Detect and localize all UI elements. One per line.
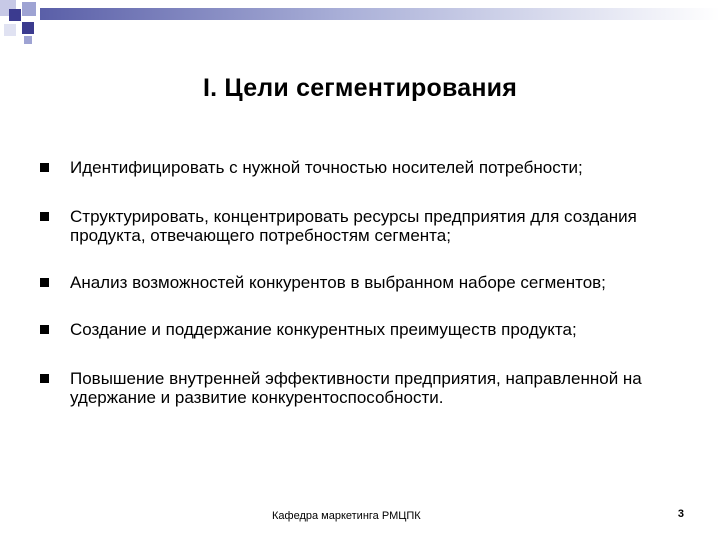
bullet-text: Структурировать, концентрировать ресурсы предприятия для создания продукта, отвечающего потребностям сегмента; [70,207,637,245]
square-bullet-icon [40,374,49,383]
bullet-item-4 [38,320,698,339]
square-bullet-icon [40,278,49,287]
bullet-text: Повышение внутренней эффективности предприятия, направленной на удержание и развитие конкурентоспособности. [70,369,642,407]
bullet-text: Создание и поддержание конкурентных преимуществ продукта; [70,320,577,339]
bullet-item-5 [38,369,698,407]
bullet-item-1 [38,158,698,177]
header-decoration [0,0,720,48]
square-bullet-icon [40,325,49,334]
bullet-item-3 [38,273,698,292]
square-bullet-icon [40,163,49,172]
bullet-item-2 [38,207,698,245]
slide-title: I. Цели сегментирования [203,74,517,102]
square-bullet-icon [40,212,49,221]
bullet-text: Идентифицировать с нужной точностью носителей потребности; [70,158,583,177]
footer-department: Кафедра маркетинга РМЦПК [272,510,421,522]
bullet-text: Анализ возможностей конкурентов в выбранном наборе сегментов; [70,273,606,292]
page-number: 3 [677,508,684,520]
bullet-list [38,158,698,435]
